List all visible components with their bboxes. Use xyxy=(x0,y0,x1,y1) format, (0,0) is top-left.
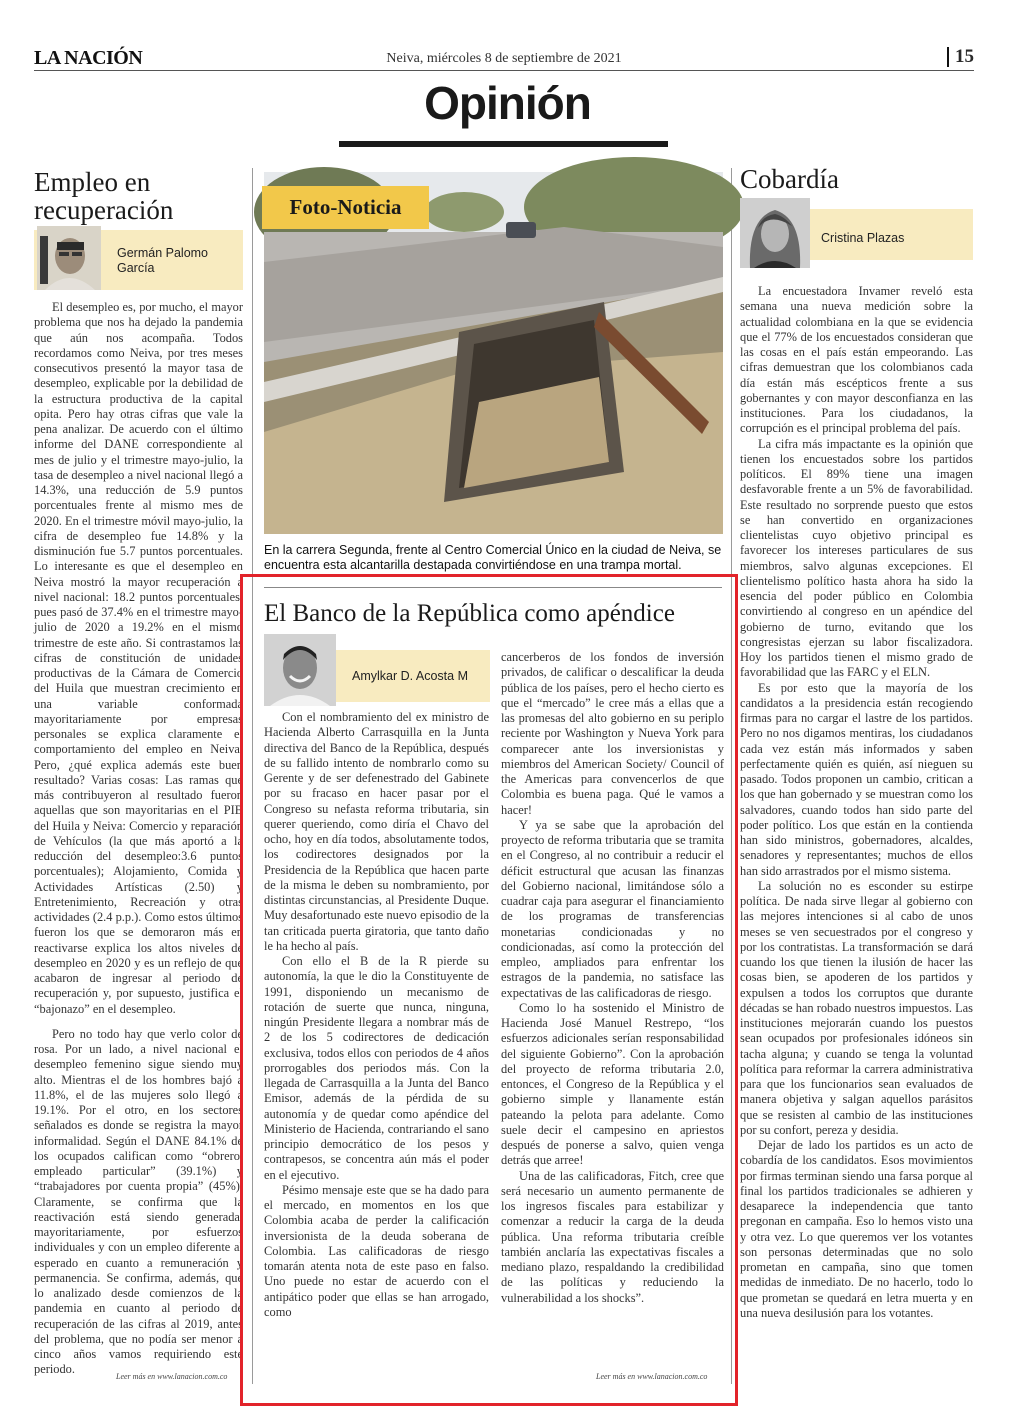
paragraph: cancerberos de los fondos de inversión privados, de calificar o descalificar la deuda pública de los países, pero el hecho cierto es que el “mercado” le cree más a ellas que a las promesas del alto gobierno en su periplo reciente por Washington y Nueva York para comparecer ante los inversionistas y miembros del American Society/ Council of the Americas para convencerlos de que Colombia es buena paga. Qué le vamos a hacer! xyxy=(501,650,724,817)
section-title: Opinión xyxy=(424,77,591,129)
author-photo-german-palomo xyxy=(37,226,101,290)
paragraph: Dejar de lado los partidos es un acto de cobardía de los candidatos. Esos movimientos por firmas terminan siendo una farsa porque al final los partidos tradicionales se adhieren y desaparece la independencia que tanto pregonan en campaña. Eso lo hemos visto una y otra vez. Lo que queremos ver los votantes son personas determinadas que no solo prometan en campaña, sino que tomen medidas de inmediato. De no hacerlo, todo lo que prometan se quedará en letra muerta y en una nueva desilusión para los votantes. xyxy=(740,1138,973,1320)
left-read-more: Leer más en www.lanacion.com.co xyxy=(116,1372,228,1381)
paragraph: Pero no todo hay que verlo color de rosa. Por un lado, a nivel nacional el desempleo femenino sigue siendo muy alto. Mientras el de los hombres bajó a 11.8%, el de las mujeres solo llegó a 19.1%. Por el otro, en los sectores señalados es donde se registra la mayor informalidad. Según el DANE 84.1% de los ocupados califican como “obrero, empleado particular” (39.1%) y “trabajadores por cuenta propia” (45%). Claramente, se confirma que la reactivación está siendo generada, mayoritariamente, por esfuerzos individuales y con un empleo diferente al esperado en cuanto a remuneración y permanencia. Se confirma, además, que lo analizado desde comienzos de la pandemia en cuanto al periodo de recuperación de las cifras al 2019, antes del problema, que no podía ser menor a cinco años vamos requiriendo este periodo. xyxy=(34,1026,243,1377)
center-article-headline: El Banco de la República como apéndice xyxy=(264,600,675,627)
paragraph: Con el nombramiento del ex ministro de Hacienda Alberto Carrasquilla en la Junta directiva del Banco de la República, después de su fallido intento de nombrarlo como su Gerente y de ser defenestrado del Gabinete por su fracaso en hacer pasar por el Congreso su nefasta reforma tributaria, sin querer queriendo, como diría el Chavo del ocho, hoy en día todos, absolutamente todos, los codirectores designados por la Presidencia de la República que hacen parte de la misma le deben su nombramiento, por distintas circunstancias, al Presidente Duque. Muy desafortunado este nuevo episodio de la tan criticada puerta giratoria, que tanto daño le ha hecho al país. xyxy=(264,710,489,953)
right-article-headline: Cobardía xyxy=(740,164,839,194)
photo-caption: En la carrera Segunda, frente al Centro Comercial Único en la ciudad de Neiva, se encuentra esta alcantarilla destapada convirtiéndose en una trampa mortal. xyxy=(264,543,722,572)
paragraph: La cifra más impactante es la opinión que tienen los encuestados sobre los partidos políticos. El 89% tiene una imagen desfavorable frente a un 5% de favorabilidad. Este resultado no sorprende puesto que estos se han convertido en organizaciones clientelistas cuyo objetivo principal es favorecer los intereses particulares de sus miembros, salvo algunas excepciones. El clientelismo político hasta ahora ha sido la esencia del poder público en Colombia convirtiendo al congreso en un apéndice del gobierno de turno, evitando que los congresistas ejerzan su labor fiscalizadora. Hoy los partidos tienen el mismo grado de favorabilidad que las FARC y el ELN. xyxy=(740,436,973,680)
paragraph: La encuestadora Invamer reveló esta semana una nueva medición sobre la actualidad colombiana en la que se evidencia que el 77% de los encuestados consideran que las cosas en el país están empeorando. Las cifras demuestran que los colombianos cada día están más escépticos frente a sus gobernantes y con mayor desconfianza en las instituciones. Para los ciudadanos, la corrupción es el principal problema del país. xyxy=(740,284,973,436)
center-article-column-1 xyxy=(264,710,489,1383)
masthead xyxy=(34,47,974,71)
section-title-rule xyxy=(339,141,668,147)
right-author-name: Cristina Plazas xyxy=(821,231,905,245)
foto-noticia-badge: Foto-Noticia xyxy=(262,186,429,229)
newspaper-logo: LA NACIÓN xyxy=(34,47,143,69)
paragraph: El desempleo es, por mucho, el mayor problema que nos ha dejado la pandemia que aún nos acompaña. Todos recordamos como Neiva, por tres meses consecutivos presentó la mayor tasa de desempleo, explicable por la debilidad de la estructura productiva de la capital opita. Pero hay otras cifras que vale la pena analizar. De acuerdo con el último informe del DANE correspondiente al mes de julio y el trimestre mayo-julio, la tasa de desempleo a nivel nacional llegó a 14.3%, una reducción de 5.9 puntos porcentuales frente al mismo mes de 2020. En el trimestre móvil mayo-julio, la cifra de desempleo fue 14.8% y la disminución fue 5.7 puntos porcentuales. Lo interesante es que el desempleo en Neiva mostró la mayor recuperación a nivel nacional: 18.2 puntos porcentuales, pues pasó de 37.4% en el trimestre mayo-julio de 2020 a 19.2% en el mismo trimestre de este año. Si contrastamos las cifras de constitución de unidades productivas de la Cámara de Comercio del Huila que muestran crecimiento en una variable conformada mayoritariamente por empresas personales se explica claramente el comportamiento del empleo en Neiva. Pero, ¿qué explica además este buen resultado? Varias cosas: Las ramas que más contribuyeron al resultado fueron aquellas que son mayoritarias en el PIB del Huila y Neiva: Comercio y reparación de Vehículos (la que más aportó a la reducción del desempleo:3.6 puntos porcentuales); Alojamiento, Comida y Actividades Artísticas (2.50) y Entretenimiento, Recreación y otras actividades (2.4 p.p.). Como estos últimos fueron los que se demoraron más en reactivarse explica los altos niveles de desempleo en 2020 y es un reflejo de que acabaron de ingresar al periodo de recuperación y, por supuesto, justifica el “bajonazo” en el desempleo. xyxy=(34,300,243,1016)
author-photo-cristina-plazas xyxy=(740,198,810,268)
paragraph: Pésimo mensaje este que se ha dado para el mercado, en momentos en los que Colombia acaba de perder la calificación inversionista de la deuda soberana de Colombia. Las calificadoras de riesgo tomarán atenta nota de este paso en falso. Uno puede no estar de acuerdo con el antipático poder que ellas se han arrogado, como xyxy=(264,1182,489,1319)
paragraph: Con ello el B de la R pierde su autonomía, la que le dio la Constituyente de 1991, disponiendo un mecanismo de rotación de suerte que nunca, ninguna, ningún Presidente llegara a nombrar más de 2 de los 5 codirectores de dedicación exclusiva, todos ellos con periodos de 4 años prorrogables dos periodos más. Con la llegada de Carrasquilla a la Junta del Banco Emisor, además de la pérdida de su autonomía y de quedar como apéndice del Ministerio de Hacienda, contrariando el sano principio democrático de los pesos y contrapesos, se concentra aún más el poder en el ejecutivo. xyxy=(264,954,489,1182)
center-article-column-2 xyxy=(501,650,724,1367)
center-read-more: Leer más en www.lanacion.com.co xyxy=(596,1372,708,1381)
dateline: Neiva, miércoles 8 de septiembre de 2021 xyxy=(386,51,622,66)
paragraph: Como lo ha sostenido el Ministro de Hacienda José Manuel Restrepo, “los esfuerzos adicionales serían responsabilidad del siguiente Gobierno”. Con la aprobación del proyecto de reforma tributaria 2.0, entonces, el Congreso de la República y el gobierno simple y llanamente están pateando la pelota para adelante. Como suele decir el campesino en apriestos después de ponerse a salvo, quien venga detrás que arree! xyxy=(501,1000,724,1168)
center-author-name: Amylkar D. Acosta M xyxy=(352,669,468,683)
center-article-top-rule xyxy=(264,587,722,588)
paragraph: La solución no es esconder su estirpe política. De nada sirve llegar al gobierno con las mejores intenciones si al cabo de unos meses se ven secuestrados por el congreso y por los contratistas. La transformación se dará cuando los que tienen la ilusión de hacer las cosas bien, se apoderen de los partidos y expulsen a todos los corruptos que durante décadas se han robado nuestros impuestos. Las instituciones mejorarán cuando los puestos sean ocupados por profesionales idóneos sin tacha alguna; y cuando se tenga la voluntad política para reformar la carrera administrativa para que los funcionarios sean evaluados de manera objetiva y salgan aquellos parásitos que se resisten al cambio de las instituciones por su confort, pereza y desidia. xyxy=(740,878,973,1137)
author-photo-amylkar-acosta xyxy=(264,634,336,706)
paragraph: Una de las calificadoras, Fitch, cree que será necesario un aumento permanente de los ingresos fiscales para estabilizar y comenzar a reducir la carga de la deuda pública. Una reforma tributaria creíble también anclaría las expectativas fiscales a mediano plazo, respaldando la credibilidad de las políticas y reduciendo la vulnerabilidad a los shocks”. xyxy=(501,1168,724,1305)
left-author-name: Germán Palomo García xyxy=(117,246,209,275)
page-number: 15 xyxy=(947,47,974,67)
paragraph: Y ya se sabe que la aprobación del proyecto de reforma tributaria que se tramita en el Congreso, al no contribuir a reducir el déficit estructural que acusan las finanzas del Gobierno nacional, limitándose sólo a cuadrar caja para asegurar el financiamiento de los programas de transferencias monetarias condicionadas y no condicionadas, así como la protección del empleo, ampliados para enfrentar los estragos de la pandemia, no satisface las expectativas de las calificadoras de riesgo. xyxy=(501,817,724,1000)
paragraph: Es por esto que la mayoría de los candidatos a la presidencia están recogiendo firmas para no cargar el lastre de los partidos. Pero no nos digamos mentiras, los ciudadanos cada vez están más informados y saben perfectamente quién es quién, así nieguen su pasado. Todos proponen un cambio, critican a los que han gobernado y se muestran como los salvadores, cuando todos han sido parte del poder político. Los que están en la contienda han sido ministros, gobernadores, alcaldes, senadores y representantes; muchos de ellos han sido arrastrados por el mismo sistema. xyxy=(740,680,973,878)
right-article-body xyxy=(740,284,973,1386)
left-article-headline: Empleo en recuperación xyxy=(34,167,174,225)
